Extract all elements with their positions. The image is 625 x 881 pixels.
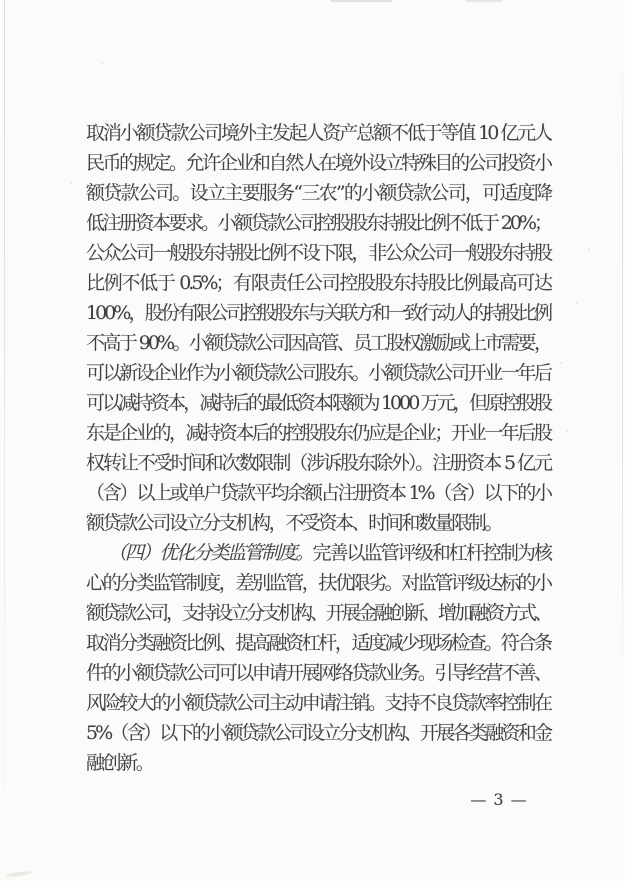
body-line: 权转让不受时间和次数限制（涉诉股东除外）。注册资本 5 亿元 bbox=[86, 452, 550, 474]
body-line: 100%，股份有限公司控股股东与关联方和一致行动人的持股比例 bbox=[86, 302, 550, 324]
paragraph-1 bbox=[86, 118, 550, 538]
scan-left-edge-line bbox=[4, 0, 5, 881]
body-line: 取消小额贷款公司境外主发起人资产总额不低于等值 10 亿元人 bbox=[86, 122, 550, 144]
paragraph-2 bbox=[86, 538, 550, 778]
body-line bbox=[86, 538, 550, 568]
body-line: 取消分类融资比例、提高融资杠杆，适度减少现场检查。符合条 bbox=[86, 632, 550, 654]
body-line: 可以新设企业作为小额贷款公司股东。小额贷款公司开业一年后 bbox=[86, 362, 550, 384]
body-line-text: 完善以监管评级和杠杆控制为核 bbox=[312, 542, 550, 564]
body-line: 风险较大的小额贷款公司主动申请注销。支持不良贷款率控制在 bbox=[86, 692, 550, 714]
body-line: 融创新。 bbox=[86, 752, 153, 774]
body-line: （含）以上或单户贷款平均余额占注册资本 1%（含）以下的小 bbox=[86, 482, 550, 504]
body-line: 可以减持资本，减持后的最低资本限额为 1000 万元，但原控股股 bbox=[86, 392, 550, 414]
scan-right-edge-line bbox=[622, 45, 623, 685]
text-block bbox=[86, 118, 550, 778]
body-line: 额贷款公司。设立主要服务“三农”的小额贷款公司，可适度降 bbox=[86, 182, 550, 204]
scan-bottom-left-smudge bbox=[6, 870, 32, 878]
body-line: 额贷款公司设立分支机构，不受资本、时间和数量限制。 bbox=[86, 512, 502, 534]
body-line: 东是企业的，减持资本后的控股股东仍应是企业；开业一年后股 bbox=[86, 422, 550, 444]
scan-speck bbox=[70, 182, 72, 184]
scan-speck bbox=[576, 302, 578, 304]
body-line: 额贷款公司，支持设立分支机构、开展金融创新、增加融资方式、 bbox=[86, 602, 551, 624]
body-line: 心的分类监管制度，差别监管，扶优限劣。对监管评级达标的小 bbox=[86, 572, 550, 594]
scan-speck bbox=[566, 430, 568, 432]
body-line: 件的小额贷款公司可以申请开展网络贷款业务。引导经营不善、 bbox=[86, 662, 550, 684]
body-line: 5%（含）以下的小额贷款公司设立分支机构、开展各类融资和金 bbox=[86, 722, 550, 744]
scan-speck bbox=[101, 62, 103, 64]
scan-speck bbox=[560, 362, 562, 364]
body-line: 民币的规定。允许企业和自然人在境外设立特殊目的公司投资小 bbox=[86, 152, 550, 174]
body-line: 不高于 90%。小额贷款公司因高管、员工股权激励或上市需要， bbox=[86, 332, 550, 354]
body-line: 比例不低于 0.5%；有限责任公司控股股东持股比例最高可达 bbox=[86, 272, 550, 294]
scan-top-smudge bbox=[330, 0, 392, 2]
page-number: — 3 — bbox=[470, 790, 528, 809]
scan-top-smudge bbox=[465, 0, 503, 2]
body-line: 公众公司一般股东持股比例不设下限，非公众公司一般股东持股 bbox=[86, 242, 550, 264]
body-line: 低注册资本要求。小额贷款公司控股股东持股比例不低于 20%； bbox=[86, 212, 550, 234]
scan-speck bbox=[588, 248, 590, 250]
section-heading: （四）优化分类监管制度。 bbox=[108, 542, 313, 564]
